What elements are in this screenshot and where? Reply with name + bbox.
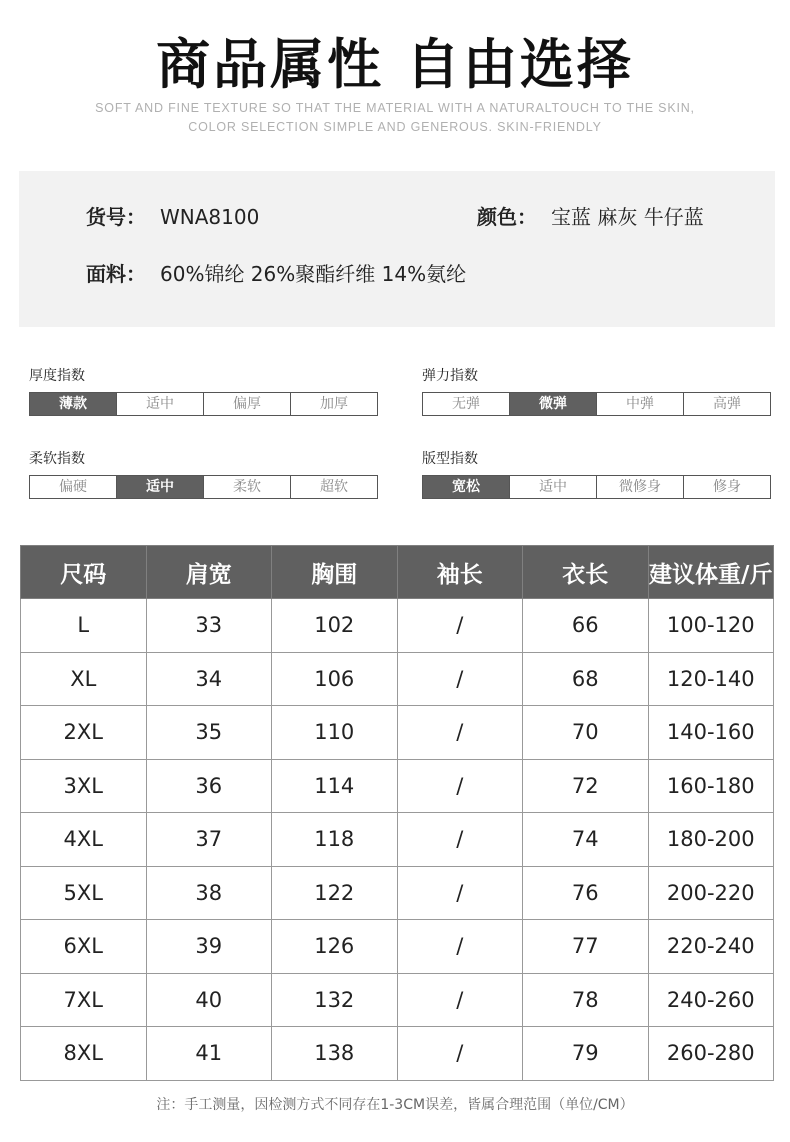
table-cell: 76 [523, 866, 649, 920]
fabric-row [86, 258, 466, 287]
table-cell: 39 [146, 920, 272, 974]
table-cell: / [397, 973, 523, 1027]
table-cell: 220-240 [648, 920, 774, 974]
table-row [21, 1027, 774, 1081]
table-row [21, 759, 774, 813]
table-cell: 126 [272, 920, 398, 974]
table-cell: 77 [523, 920, 649, 974]
header-chest: 胸围 [272, 546, 398, 599]
table-cell: 110 [272, 706, 398, 760]
fit-index [422, 449, 771, 499]
index-label: 厚度指数 [29, 368, 85, 384]
header-shoulder: 肩宽 [146, 546, 272, 599]
header-size: 尺码 [21, 546, 147, 599]
index-option: 柔软 [204, 476, 291, 498]
table-cell: 37 [146, 813, 272, 867]
table-cell: 5XL [21, 866, 147, 920]
index-option: 偏厚 [204, 393, 291, 415]
table-cell: / [397, 599, 523, 653]
fabric-value: 60%锦纶 26%聚酯纤维 14%氨纶 [160, 262, 467, 286]
item-code-label: 货号： [86, 205, 146, 229]
index-scale [422, 392, 771, 416]
item-code-value: WNA8100 [160, 205, 260, 229]
measurement-footnote: 注：手工测量，因检测方式不同存在1-3CM误差，皆属合理范围（单位/CM） [156, 1097, 634, 1113]
softness-index [29, 449, 378, 499]
table-cell: 79 [523, 1027, 649, 1081]
header-weight: 建议体重/斤 [648, 546, 774, 599]
table-cell: 4XL [21, 813, 147, 867]
table-cell: 6XL [21, 920, 147, 974]
table-cell: 240-260 [648, 973, 774, 1027]
index-option: 宽松 [423, 476, 510, 498]
table-cell: 160-180 [648, 759, 774, 813]
table-cell: 74 [523, 813, 649, 867]
table-row [21, 866, 774, 920]
index-scale [422, 475, 771, 499]
index-option: 中弹 [597, 393, 684, 415]
table-cell: 138 [272, 1027, 398, 1081]
table-cell: 180-200 [648, 813, 774, 867]
color-label: 颜色： [477, 205, 537, 229]
table-cell: 8XL [21, 1027, 147, 1081]
table-cell: 100-120 [648, 599, 774, 653]
table-cell: 120-140 [648, 652, 774, 706]
index-option: 无弹 [423, 393, 510, 415]
table-row [21, 920, 774, 974]
color-value: 宝蓝 麻灰 牛仔蓝 [551, 205, 704, 229]
table-cell: 72 [523, 759, 649, 813]
header-sleeve: 袖长 [397, 546, 523, 599]
index-option: 偏硬 [30, 476, 117, 498]
table-row [21, 973, 774, 1027]
table-cell: 70 [523, 706, 649, 760]
index-label: 柔软指数 [29, 451, 85, 467]
table-cell: 200-220 [648, 866, 774, 920]
table-cell: / [397, 706, 523, 760]
table-cell: 122 [272, 866, 398, 920]
table-cell: 102 [272, 599, 398, 653]
product-info-panel [19, 171, 775, 327]
table-row [21, 599, 774, 653]
table-row [21, 813, 774, 867]
header-length: 衣长 [523, 546, 649, 599]
index-option: 薄款 [30, 393, 117, 415]
index-option: 适中 [510, 476, 597, 498]
size-chart-table [20, 545, 774, 1081]
index-option: 适中 [117, 393, 204, 415]
index-option: 适中 [117, 476, 204, 498]
table-cell: / [397, 1027, 523, 1081]
table-cell: 68 [523, 652, 649, 706]
table-cell: 36 [146, 759, 272, 813]
table-cell: 66 [523, 599, 649, 653]
item-code-row [86, 201, 259, 230]
index-option: 高弹 [684, 393, 770, 415]
index-label: 版型指数 [422, 451, 478, 467]
table-cell: 3XL [21, 759, 147, 813]
table-cell: / [397, 866, 523, 920]
table-row [21, 706, 774, 760]
table-cell: 106 [272, 652, 398, 706]
table-header-row [21, 546, 774, 599]
page-title: 商品属性 自由选择 [156, 33, 634, 96]
table-cell: / [397, 652, 523, 706]
fabric-label: 面料： [86, 262, 146, 286]
subtitle-line-2: COLOR SELECTION SIMPLE AND GENEROUS. SKIN-FRIENDLY [188, 120, 602, 134]
subtitle-line-1: SOFT AND FINE TEXTURE SO THAT THE MATERIAL WITH A NATURALTOUCH TO THE SKIN, [95, 101, 695, 115]
table-cell: 140-160 [648, 706, 774, 760]
table-cell: 38 [146, 866, 272, 920]
table-cell: 40 [146, 973, 272, 1027]
table-cell: / [397, 920, 523, 974]
elasticity-index [422, 366, 771, 416]
table-cell: / [397, 813, 523, 867]
table-cell: 78 [523, 973, 649, 1027]
table-cell: 7XL [21, 973, 147, 1027]
index-option: 微弹 [510, 393, 597, 415]
table-cell: 132 [272, 973, 398, 1027]
thickness-index [29, 366, 378, 416]
index-option: 超软 [291, 476, 377, 498]
table-cell: XL [21, 652, 147, 706]
table-cell: 260-280 [648, 1027, 774, 1081]
table-cell: L [21, 599, 147, 653]
table-cell: 35 [146, 706, 272, 760]
table-cell: 33 [146, 599, 272, 653]
table-cell: 41 [146, 1027, 272, 1081]
index-option: 修身 [684, 476, 770, 498]
table-cell: 2XL [21, 706, 147, 760]
table-cell: / [397, 759, 523, 813]
index-option: 微修身 [597, 476, 684, 498]
color-row [477, 201, 704, 230]
table-cell: 34 [146, 652, 272, 706]
index-scale [29, 392, 378, 416]
index-scale [29, 475, 378, 499]
index-label: 弹力指数 [422, 368, 478, 384]
table-row [21, 652, 774, 706]
table-cell: 118 [272, 813, 398, 867]
index-option: 加厚 [291, 393, 377, 415]
table-cell: 114 [272, 759, 398, 813]
